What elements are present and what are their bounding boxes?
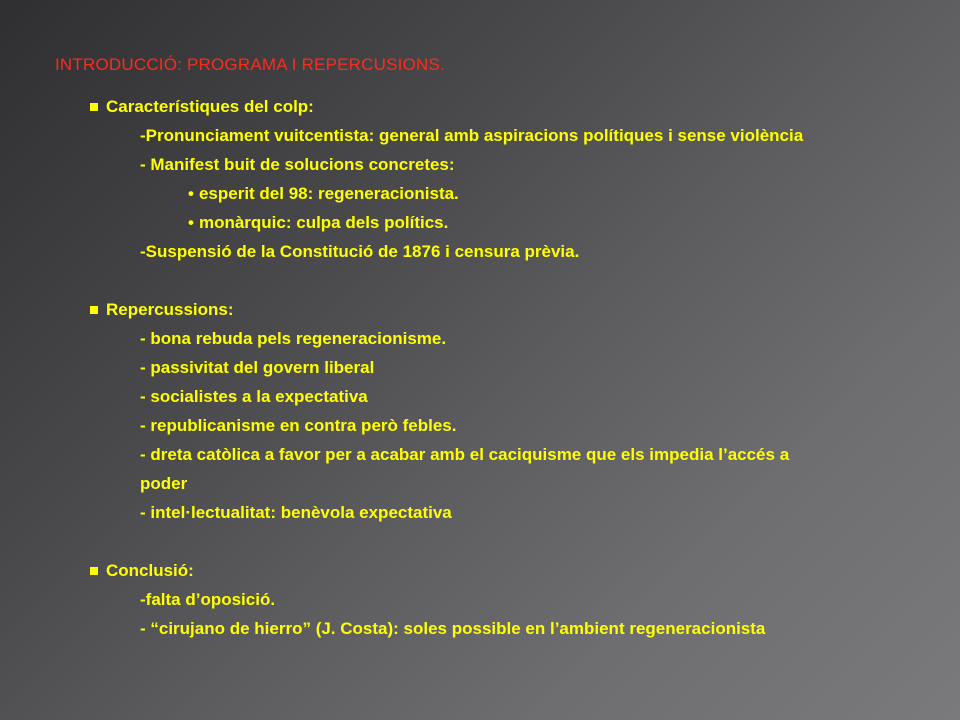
section-heading-conclusio: Conclusió: xyxy=(90,556,950,585)
square-bullet-icon xyxy=(90,306,98,314)
section-heading-caracteristiques: Característiques del colp: xyxy=(90,92,950,121)
dot-bullet-icon: • xyxy=(188,213,194,232)
slide-title: INTRODUCCIÓ: PROGRAMA I REPERCUSIONS. xyxy=(55,55,445,74)
list-item: - passivitat del govern liberal xyxy=(140,358,375,377)
dot-bullet-icon: • xyxy=(188,184,194,203)
list-item: - republicanisme en contra però febles. xyxy=(140,416,457,435)
sub-list-item: • monàrquic: culpa dels polítics. xyxy=(188,213,449,232)
sub-list-item: • esperit del 98: regeneracionista. xyxy=(188,184,459,203)
square-bullet-icon xyxy=(90,567,98,575)
list-item: - “cirujano de hierro” (J. Costa): soles possible en l’ambient regeneracionista xyxy=(140,619,766,638)
list-item: -Pronunciament vuitcentista: general amb aspiracions polítiques i sense violència xyxy=(140,126,804,145)
list-item: -falta d’oposició. xyxy=(140,590,276,609)
slide-content xyxy=(90,92,950,643)
section-heading-repercussions: Repercussions: xyxy=(90,295,950,324)
list-item: - dreta catòlica a favor per a acabar amb el caciquisme que els impedia l’accés a xyxy=(140,445,790,464)
list-item-continuation: poder xyxy=(140,474,188,493)
list-item: - bona rebuda pels regeneracionisme. xyxy=(140,329,447,348)
list-item: -Suspensió de la Constitució de 1876 i censura prèvia. xyxy=(140,242,580,261)
square-bullet-icon xyxy=(90,103,98,111)
list-item: - socialistes a la expectativa xyxy=(140,387,368,406)
list-item: - intel·lectualitat: benèvola expectativa xyxy=(140,503,452,522)
list-item: - Manifest buit de solucions concretes: xyxy=(140,155,455,174)
